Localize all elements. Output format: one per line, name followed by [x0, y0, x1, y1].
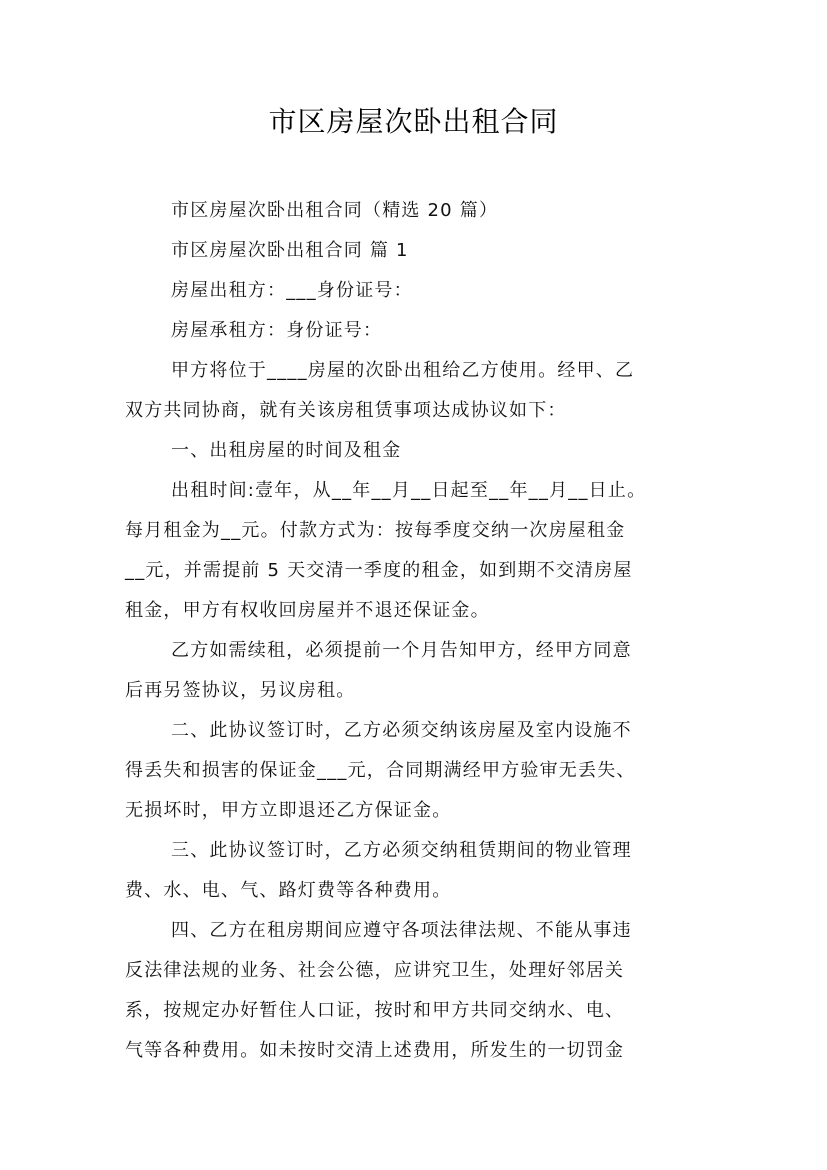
- paragraph-7-line-0: 乙方如需续租，必须提前一个月告知甲方，经甲方同意: [171, 640, 632, 661]
- paragraph-4-line-1: 双方共同协商，就有关该房租赁事项达成协议如下：: [125, 400, 567, 421]
- paragraph-0-line-0: 市区房屋次卧出租合同（精选 20 篇）: [171, 200, 499, 221]
- document-title: 市区房屋次卧出租合同: [268, 105, 559, 138]
- paragraph-9-line-0: 三、此协议签订时，乙方必须交纳租赁期间的物业管理: [171, 840, 632, 861]
- paragraph-2-line-0: 房屋出租方：___身份证号：: [171, 280, 413, 301]
- paragraph-10-line-3: 气等各种费用。如未按时交清上述费用，所发生的一切罚金: [125, 1040, 625, 1061]
- paragraph-6-line-1: 每月租金为__元。付款方式为：按每季度交纳一次房屋租金: [125, 520, 626, 541]
- paragraph-4-line-0: 甲方将位于____房屋的次卧出租给乙方使用。经甲、乙: [171, 360, 635, 381]
- paragraph-1-line-0: 市区房屋次卧出租合同 篇 1: [171, 240, 409, 261]
- paragraph-8-line-0: 二、此协议签订时，乙方必须交纳该房屋及室内设施不: [171, 720, 632, 741]
- paragraph-6-line-3: 租金，甲方有权收回房屋并不退还保证金。: [125, 600, 490, 621]
- paragraph-10-line-1: 反法律法规的业务、社会公德，应讲究卫生，处理好邻居关: [125, 960, 625, 981]
- paragraph-10-line-2: 系，按规定办好暂住人口证，按时和甲方共同交纳水、电、: [125, 1000, 625, 1021]
- paragraph-6-line-2: __元，并需提前 5 天交清一季度的租金，如到期不交清房屋: [125, 560, 633, 581]
- paragraph-7-line-1: 后再另签协议，另议房租。: [125, 680, 356, 701]
- paragraph-8-line-2: 无损坏时，甲方立即退还乙方保证金。: [125, 800, 452, 821]
- paragraph-10-line-0: 四、乙方在租房期间应遵守各项法律法规、不能从事违: [171, 920, 632, 941]
- paragraph-6-line-0: 出租时间:壹年，从__年__月__日起至__年__月__日止。: [171, 480, 647, 501]
- document-body: [125, 191, 715, 1071]
- paragraph-5-line-0: 一、出租房屋的时间及租金: [171, 440, 402, 461]
- paragraph-8-line-1: 得丢失和损害的保证金___元，合同期满经甲方验审无丢失、: [125, 760, 636, 781]
- paragraph-9-line-1: 费、水、电、气、路灯费等各种费用。: [125, 880, 452, 901]
- paragraph-3-line-0: 房屋承租方：身份证号：: [171, 320, 383, 341]
